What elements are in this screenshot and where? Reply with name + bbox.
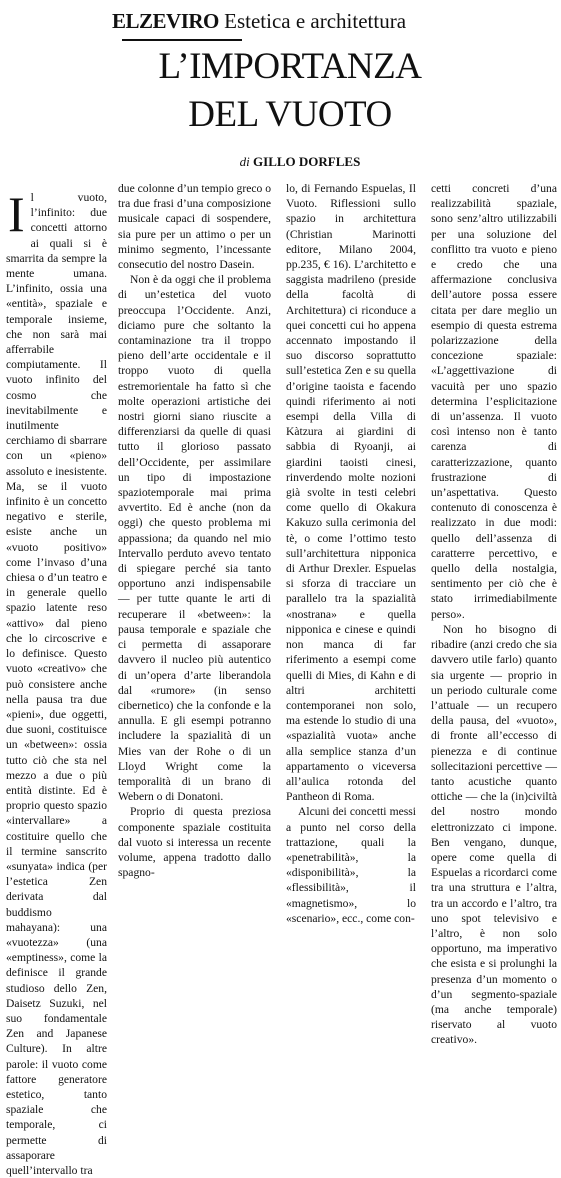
kicker-rule bbox=[122, 39, 242, 41]
paragraph: Proprio di questa preziosa componente spaziale costituita dal vuoto si interessa un recente volume, appena tradotto dallo spagno- bbox=[118, 805, 271, 880]
text-column-4 bbox=[431, 181, 557, 1047]
drop-cap: I bbox=[8, 186, 25, 242]
paragraph: l vuoto, l’infinito: due concetti attorno ai quali si è smarrita da sempre la mente umana. L’infinito, ossia una «entità», spaziale e temporale insieme, che non sarà mai afferrabile compiutamente. Il vuoto infinito del cosmo che inevitabilmente e inutilmente cerchiamo di sbarrare con un «pieno» assoluto e inesistente. Ma, se il vuoto infinito è un concetto negativo e sterile, esiste anche un «vuoto positivo» come l’invaso d’una chiesa o d’un teatro e in generale quello spazio latente reso «attivo» dal pieno che lo circoscrive e lo definisce. Questo vuoto «creativo» che può consistere anche nella pausa tra due «pieni», due oggetti, due suoni, costituisce un «between»: ossia tutto ciò che sta nel mezzo a due o più entità distinte. Ed è proprio questo spazio «intervallare» a costituire quello che il termine sanscrito «sunyata» indica (per l’estetica Zen derivata dal buddismo mahayana): una «vuotezza» (una «emptiness», come la definisce il grande studioso dello Zen, Daisetz Suzuki, nel suo fondamentale Zen and Japanese Culture). In altre parole: il vuoto come fattore generatore estetico, tanto spaziale che temporale, ci permette di assaporare quell’intervallo tra bbox=[6, 191, 107, 1177]
paragraph: due colonne d’un tempio greco o tra due frasi d’una composizione musicale capaci di sospendere, sia pure per un attimo o per un minimo segmento, l’incessante consecutio del nostro Dasein. bbox=[118, 182, 271, 272]
paragraph: lo, di Fernando Espuelas, Il Vuoto. Riflessioni sullo spazio in architettura (Christian Marinotti editore, Milano 2004, pp.235, € 16). L’architetto e saggista madrileno (preside della facoltà di Architettura) ci riconduce a quei concetti cui ho appena accennato impostando il suo discorso soprattutto sull’estetica Zen e su quella d’origine taoista e facendo quindi riferimento ai noti esempi della Villa di Kàtzura ai giardini di sabbia di Ryoanji, ai giardini taoisti cinesi, rinverdendo molte nozioni già svolte in testi celebri come quello di Okakura Kakuzo sulla cerimonia del tè, o come l’ottimo testo sull’architettura nipponica di Arthur Drexler. Espuelas si sforza di tracciare un parallelo tra la spazialità «nostrana» e quella nipponica e cinese e quindi non manca di far riferimento a esempi come quelli di Mies, di Kahn e di altri architetti contemporanei non solo, ma estende lo studio di una «spazialità vuota» anche alla semplice stanza d’un appartamento o viceversa all’aulica rotonda del Pantheon di Roma. bbox=[286, 182, 416, 804]
byline-prefix: di bbox=[239, 154, 250, 169]
byline-author: GILLO DORFLES bbox=[253, 154, 361, 169]
byline bbox=[150, 154, 450, 170]
paragraph: Non è da oggi che il problema di un’estetica del vuoto preoccupa l’Occidente. Anzi, diciamo pure che soltanto la contaminazione tra il troppo pieno dell’arte occidentale e il troppo vuoto di quella estremorientale ha fatto sì che molte operazioni artistiche dei nostri giorni siano riuscite a differenziarsi da quelle di quasi tutto il glorioso passato dell’Occidente, per assimilare un tipo di impostazione spaziotemporale mai prima avvertito. Ed è anche (non da oggi) che questo problema mi appassiona; da quando nel mio Intervallo perduto avevo tentato di spiegare perché sia tanto opportuno anzi indispensabile — per tutte quante le arti di recuperare il «between»: la pausa temporale e spaziale che ci permetta di assaporare davvero il nucleo più autentico di un’opera d’arte liberandola dal «rumore» (in senso cibernetico) che la confonde e la annulla. E gli esempi potranno includere la spazialità di un Mies van der Rohe o di un Lloyd Wright come la temporalità di un brano di Webern o di Donatoni. bbox=[118, 273, 271, 804]
kicker-tag: ELZEVIRO bbox=[112, 9, 219, 33]
headline-line-1: L’IMPORTANZA bbox=[158, 46, 422, 87]
headline-line-2: DEL VUOTO bbox=[188, 94, 392, 135]
section-kicker bbox=[112, 8, 412, 36]
kicker-section: Estetica e architettura bbox=[224, 9, 407, 33]
paragraph: Alcuni dei concetti messi a punto nel corso della trattazione, quali la «penetrabilità», la «disponibilità», la «flessibilità», il «magnetismo», lo «scenario», ecc., come con- bbox=[286, 805, 416, 925]
paragraph: Non ho bisogno di ribadire (anzi credo che sia davvero utile farlo) quanto sia urgente — proprio in un periodo culturale come l’attuale — un recupero della pausa, del «vuoto», di fronte all’eccesso di pienezza e di continue sollecitazioni percettive — tanto acustiche quanto ottiche — che la (in)civiltà del nostro mondo elettronizzato ci impone. Ben vengano, dunque, opere come quella di Espuelas a ricordarci come tra una struttura e l’altra, tra un accordo e l’altro, tra uno spot televisivo e l’altro, è non solo opportuno, ma imperativo che esista e si prolunghi la presenza d’un momento o d’un segmento-spaziale (ma anche temporale) riservato al vuoto creativo». bbox=[431, 622, 557, 1047]
text-column-3 bbox=[286, 181, 416, 1021]
text-column-1 bbox=[6, 186, 107, 1177]
text-column-2 bbox=[118, 181, 271, 1021]
paragraph: cetti concreti d’una realizzabilità spaziale, sono senz’altro utilizzabili per una soluzione del conflitto tra vuoto e pieno e credo che una affermazione conclusiva dell’autore possa essere citata per dare meglio un esempio di questa estrema polarizzazione della concezione spaziale: «L’aggettivazione di vacuità per uno spazio determina l’esplicitazione di un’assenza. Il vuoto così intenso non è tanto carenza di caratterizzazione, quanto frustrazione di un’aspettativa. Questo contenuto di conoscenza è realizzato in due modi: quello dell’assenza di caratterre percettivo, e quello della nostalgia, sentimento per ciò che è stato irrimediabilmente perso». bbox=[431, 182, 557, 621]
